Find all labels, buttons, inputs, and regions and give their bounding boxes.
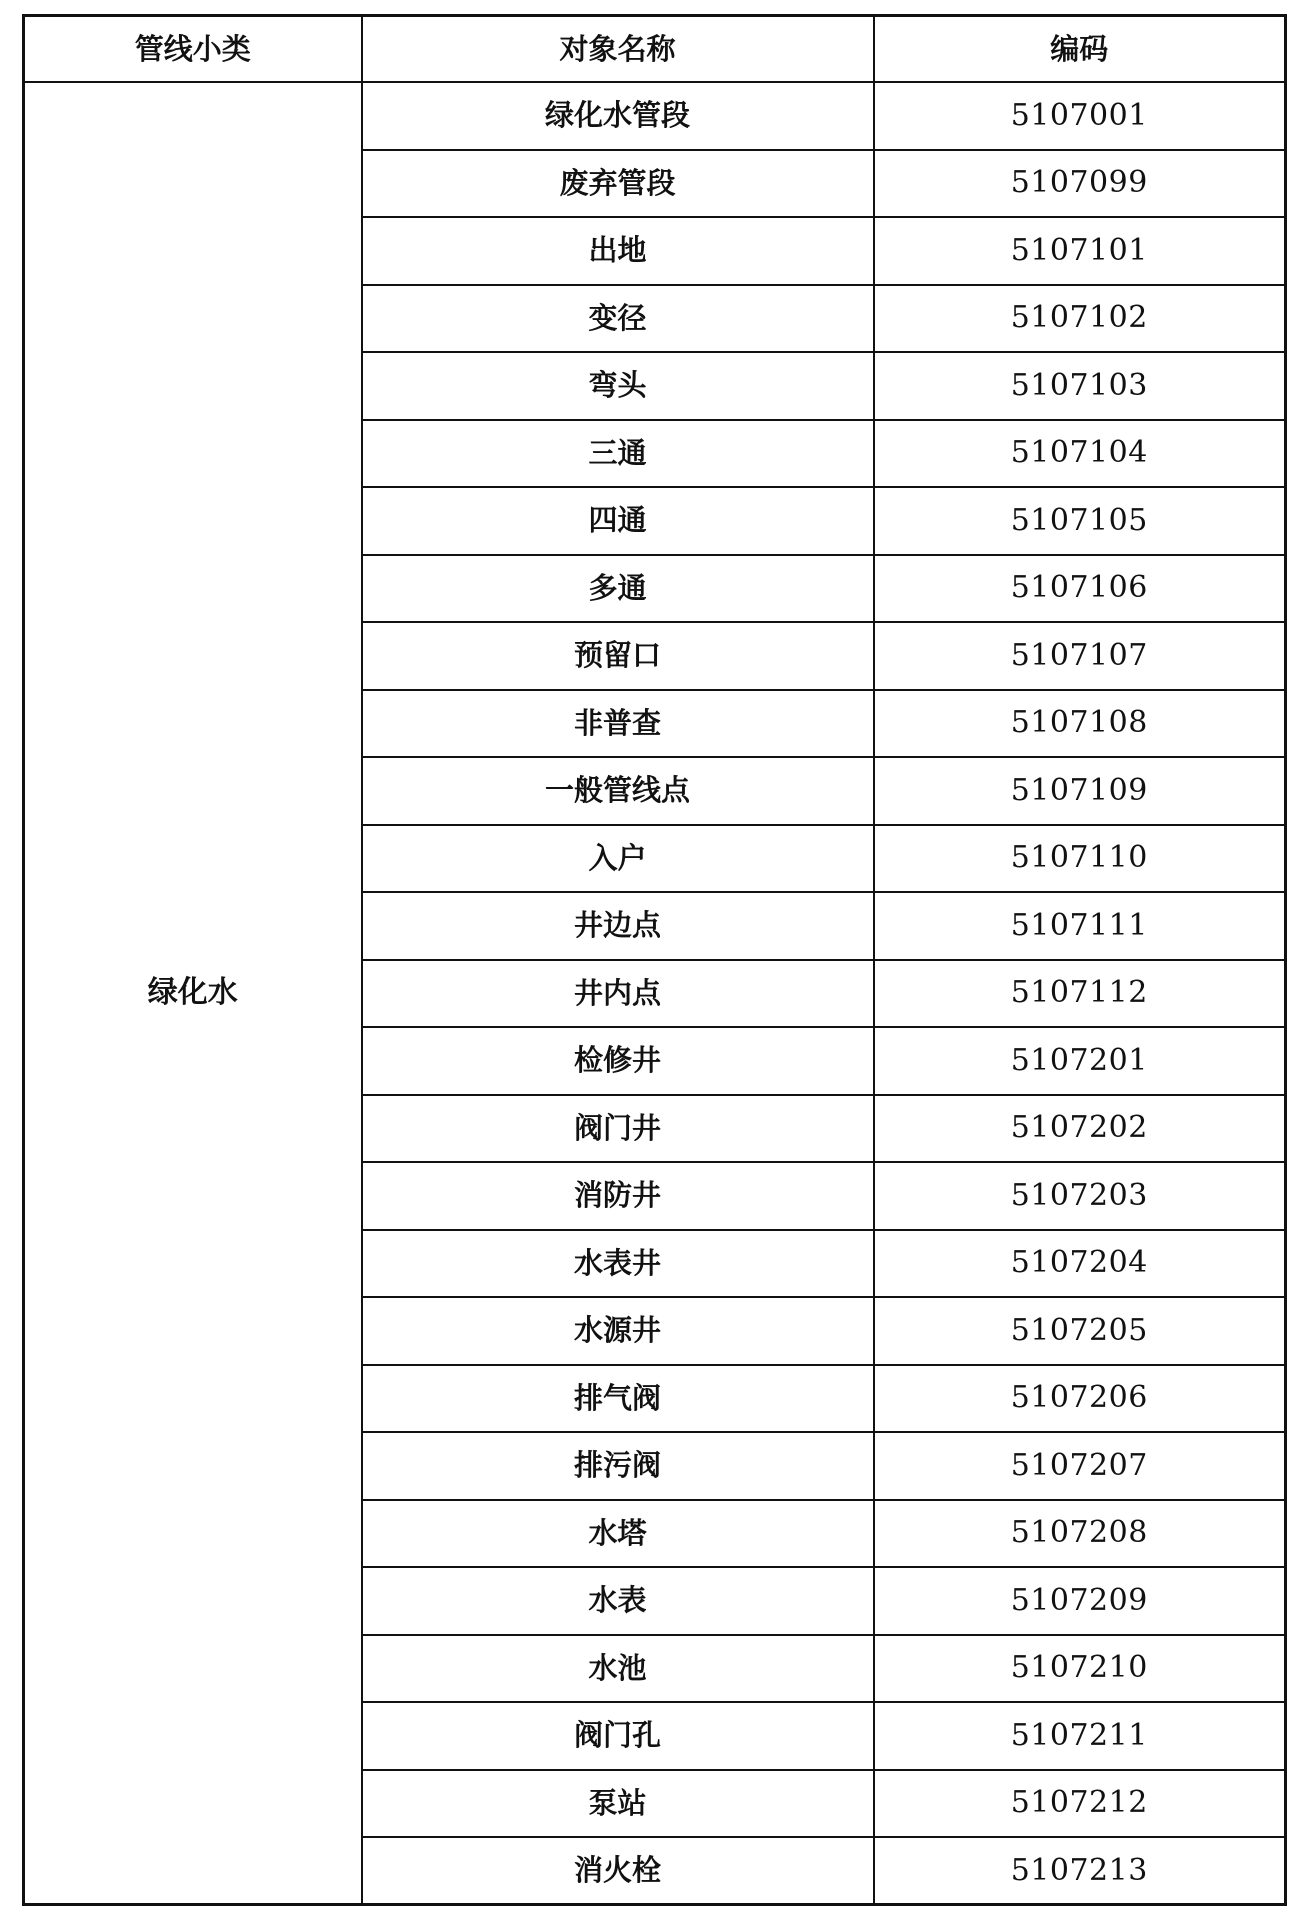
- object-name-cell: 四通: [362, 487, 874, 555]
- code-cell: 5107208: [874, 1500, 1286, 1568]
- object-name-cell: 阀门井: [362, 1095, 874, 1163]
- object-name-cell: 水表井: [362, 1230, 874, 1298]
- table-body: [24, 82, 1286, 1905]
- object-name-cell: 三通: [362, 420, 874, 488]
- object-name-cell: 检修井: [362, 1027, 874, 1095]
- code-cell: 5107101: [874, 217, 1286, 285]
- code-cell: 5107105: [874, 487, 1286, 555]
- code-cell: 5107206: [874, 1365, 1286, 1433]
- code-cell: 5107202: [874, 1095, 1286, 1163]
- object-name-cell: 入户: [362, 825, 874, 893]
- object-name-cell: 多通: [362, 555, 874, 623]
- object-name-cell: 水塔: [362, 1500, 874, 1568]
- code-cell: 5107104: [874, 420, 1286, 488]
- code-table-container: [22, 14, 1284, 1906]
- code-cell: 5107111: [874, 892, 1286, 960]
- object-name-cell: 泵站: [362, 1770, 874, 1838]
- code-cell: 5107099: [874, 150, 1286, 218]
- code-cell: 5107109: [874, 757, 1286, 825]
- object-name-cell: 阀门孔: [362, 1702, 874, 1770]
- code-cell: 5107212: [874, 1770, 1286, 1838]
- object-name-cell: 排气阀: [362, 1365, 874, 1433]
- object-name-cell: 预留口: [362, 622, 874, 690]
- code-cell: 5107106: [874, 555, 1286, 623]
- code-cell: 5107103: [874, 352, 1286, 420]
- code-cell: 5107209: [874, 1567, 1286, 1635]
- object-name-cell: 井内点: [362, 960, 874, 1028]
- table-row: [24, 82, 1286, 150]
- code-cell: 5107102: [874, 285, 1286, 353]
- object-name-cell: 弯头: [362, 352, 874, 420]
- object-name-cell: 非普查: [362, 690, 874, 758]
- header-code: 编码: [874, 16, 1286, 83]
- code-cell: 5107201: [874, 1027, 1286, 1095]
- object-name-cell: 出地: [362, 217, 874, 285]
- object-name-cell: 消火栓: [362, 1837, 874, 1905]
- code-cell: 5107107: [874, 622, 1286, 690]
- object-name-cell: 水池: [362, 1635, 874, 1703]
- code-cell: 5107205: [874, 1297, 1286, 1365]
- object-name-cell: 一般管线点: [362, 757, 874, 825]
- object-name-cell: 井边点: [362, 892, 874, 960]
- object-name-cell: 水表: [362, 1567, 874, 1635]
- object-name-cell: 废弃管段: [362, 150, 874, 218]
- code-cell: 5107207: [874, 1432, 1286, 1500]
- header-row: [24, 16, 1286, 83]
- code-cell: 5107110: [874, 825, 1286, 893]
- code-cell: 5107204: [874, 1230, 1286, 1298]
- code-cell: 5107211: [874, 1702, 1286, 1770]
- object-name-cell: 变径: [362, 285, 874, 353]
- pipeline-code-table: [22, 14, 1287, 1906]
- subcategory-cell: 绿化水: [24, 82, 362, 1905]
- object-name-cell: 消防井: [362, 1162, 874, 1230]
- code-cell: 5107203: [874, 1162, 1286, 1230]
- code-cell: 5107210: [874, 1635, 1286, 1703]
- code-cell: 5107112: [874, 960, 1286, 1028]
- object-name-cell: 绿化水管段: [362, 82, 874, 150]
- code-cell: 5107001: [874, 82, 1286, 150]
- header-object-name: 对象名称: [362, 16, 874, 83]
- code-cell: 5107213: [874, 1837, 1286, 1905]
- object-name-cell: 排污阀: [362, 1432, 874, 1500]
- header-subcategory: 管线小类: [24, 16, 362, 83]
- object-name-cell: 水源井: [362, 1297, 874, 1365]
- code-cell: 5107108: [874, 690, 1286, 758]
